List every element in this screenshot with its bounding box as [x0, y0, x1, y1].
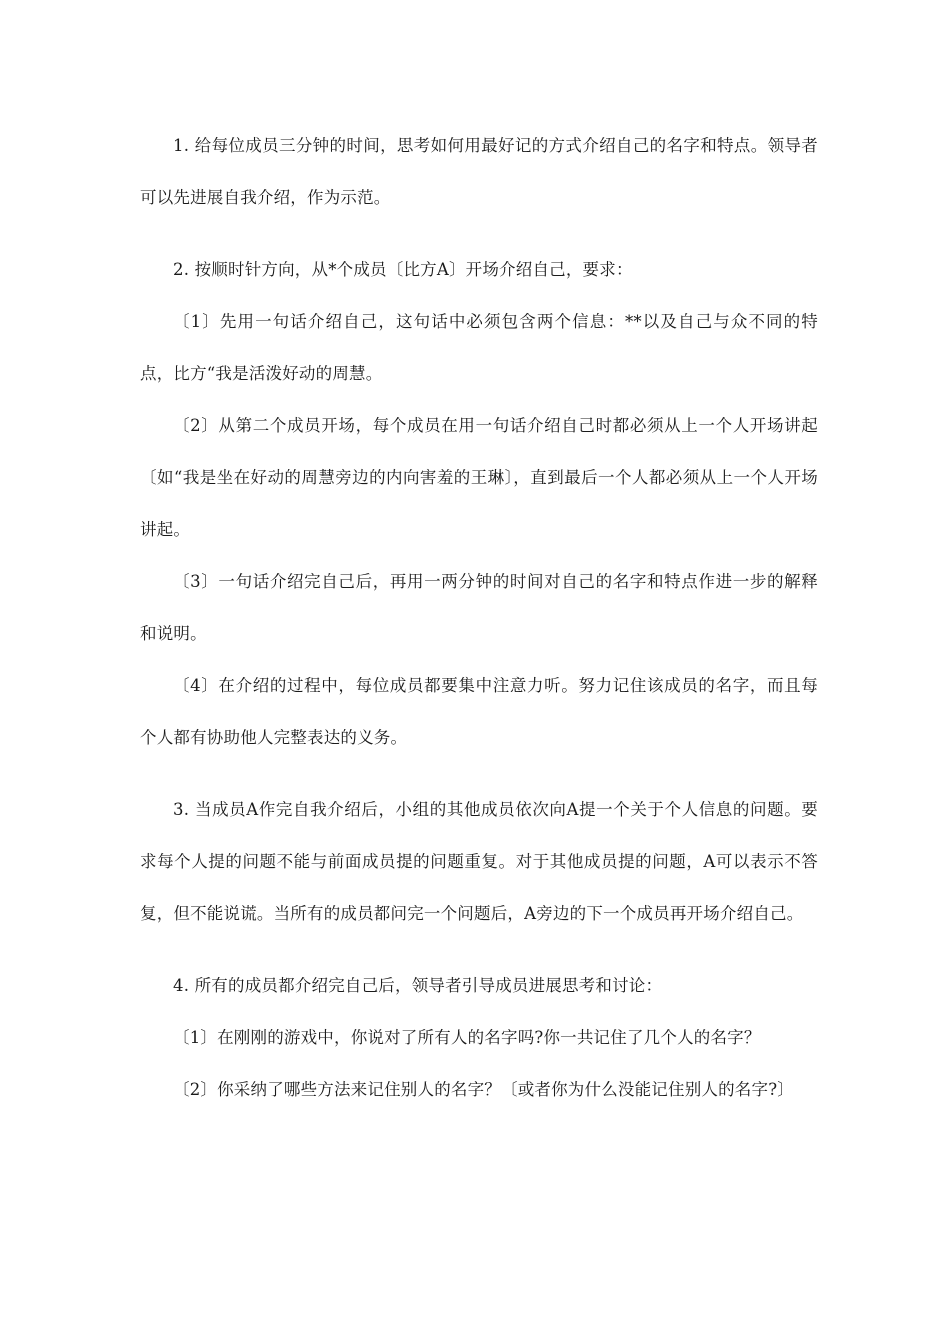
step-3-paragraph: 3. 当成员A作完自我介绍后，小组的其他成员依次向A提一个关于个人信息的问题。要求每个人提的问题不能与前面成员提的问题重复。对于其他成员提的问题，A可以表示不答复，但不能说谎。当所有的成员都问完一个问题后，A旁边的下一个成员再开场介绍自己。: [140, 800, 818, 923]
document-body: [140, 120, 818, 1116]
step-2-item-2: 〔2〕从第二个成员开场，每个成员在用一句话介绍自己时都必须从上一个人开场讲起〔如“我是坐在好动的周慧旁边的内向害羞的王琳〕，直到最后一个人都必须从上一个人开场讲起。: [140, 416, 818, 539]
step-2-paragraph: 2. 按顺时针方向，从*个成员〔比方A〕开场介绍自己，要求：: [173, 260, 633, 279]
step-4-item-1: 〔1〕在刚刚的游戏中，你说对了所有人的名字吗?你一共记住了几个人的名字？: [173, 1028, 761, 1047]
step-1-paragraph: 1. 给每位成员三分钟的时间，思考如何用最好记的方式介绍自己的名字和特点。领导者可以先进展自我介绍，作为示范。: [140, 136, 818, 207]
step-4-paragraph: 4. 所有的成员都介绍完自己后，领导者引导成员进展思考和讨论：: [173, 976, 663, 995]
step-2-item-4: 〔4〕在介绍的过程中，每位成员都要集中注意力听。努力记住该成员的名字，而且每个人都有协助他人完整表达的义务。: [140, 676, 818, 747]
step-2-item-1: 〔1〕先用一句话介绍自己，这句话中必须包含两个信息：**以及自己与众不同的特点，比方“我是活泼好动的周慧。: [140, 312, 818, 383]
step-4-item-2: 〔2〕你采纳了哪些方法来记住别人的名字？〔或者你为什么没能记住别人的名字?〕: [173, 1080, 794, 1099]
step-2-item-3: 〔3〕一句话介绍完自己后，再用一两分钟的时间对自己的名字和特点作进一步的解释和说明。: [140, 572, 818, 643]
